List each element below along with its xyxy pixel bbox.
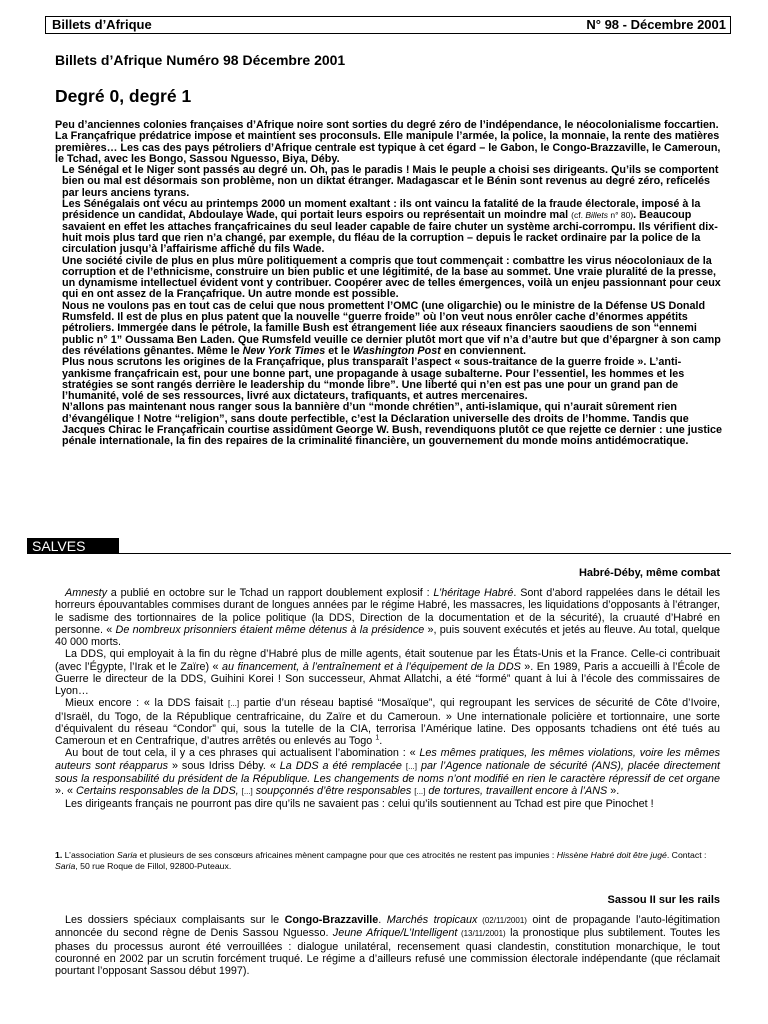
editorial-paragraph: Plus nous scrutons les origines de la Françafrique, plus transparaît l’aspect « sous-traitance de la guerre froide ». L’anti-yankisme françafricain est, pour une bonne part, une propagande à usage subalterne. Pour l’essentiel, les hommes et les stratégies se sont rangés derrière le leadership du “monde libre”. Une liberté qui n’en est pas une pour un grand pan de l’humanité, volé de ses ressources, livré aux dictateurs, trafiquants, et autres mercenaires. [62,356,685,403]
header-issue: N° 98 - Décembre 2001 [586,17,726,32]
section-body [55,914,720,977]
section-title: Sassou II sur les rails [607,894,720,906]
header-publication: Billets d’Afrique [52,17,152,32]
section-body [55,587,720,811]
editorial-paragraph: Une société civile de plus en plus mûre politiquement a compris que tout commençait : combattre les virus néocoloniaux de la corruption et de l’ethnicisme, construire un bien public et une légitimité, de la base au sommet. Une vraie pluralité de la presse, un dynamisme intellectuel évident vont y contribuer. Coopérer avec de telles émergences, voilà un enjeu passionnant pour ceux qui en ont assez de la Françafrique. Un autre monde est possible. [62,254,721,301]
body-paragraph: Les dossiers spéciaux complaisants sur le Congo-Brazzaville. Marchés tropicaux (02/11/2001) oint de propagande l’auto-légitimation annoncée du second règne de Denis Sassou Nguesso. Jeune Afrique/L’Intelligent (13/11/2001) la pronostique plus subtilement. Toutes les phases du processus auront été verrouillées : dialogue unilatéral, recensement quasi clandestin, constitution monarchique, le tout couronné en 2002 par un scrutin forcément truqué. Le régime a d’ailleurs refusé une commission électorale indépendante (que réclamait pourtant l’opposant Sassou début 1997). [55,914,721,977]
body-paragraph: Amnesty a publié en octobre sur le Tchad un rapport doublement explosif : L’héritage Habré. Sont d’abord rappelées dans le détail les horreurs épouvantables commises durant de longues années par le régime Habré, les massacres, les liquidations d’opposants à l’étranger, le sadisme des tortionnaires de la police politique (la DDS, Direction de la documentation et de la sécurité), la cruauté d’Habré en personne. « De nombreux prisonniers étaient même détenus à la présidence », puis souvent exécutés et jetés au fleuve. Au total, quelque 40 000 morts. [55,587,721,648]
section-divider [119,553,731,554]
body-paragraph: Mieux encore : « la DDS faisait [...] partie d’un réseau baptisé “Mosaïque”, qui regroupant les services de sécurité de Côte d’Ivoire, d’Israël, du Togo, de la République centrafricaine, du Zaïre et du Cameroun. » Une internationale policière et tortionnaire, une sorte d’équivalent du réseau “Condor” qui, sous la tutelle de la CIA, terrorisa l’Amérique latine. Des opposants tchadiens ont été tués au Cameroun et en Centrafrique, d’autres arrêtés ou enlevés au Togo $^1$. [55,697,720,747]
editorial-paragraph: Peu d’anciennes colonies françaises d’Afrique noire sont sorties du degré zéro de l’indépendance, le néocolonialisme foccartien. La Françafrique prédatrice impose et maintient ses proconsuls. Elle manipule l’armée, la police, la monnaie, la rente des matières premières… Les cas des pays pétroliers d’Afrique centrale est typique à cet égard – le Gabon, le Congo-Brazzaville, le Cameroun, le Tchad, avec les Bongo, Sassou Nguesso, Biya, Déby. [55,119,721,165]
issue-title: Billets d’Afrique Numéro 98 Décembre 2001 [55,52,346,68]
body-paragraph: Au bout de tout cela, il y a ces phrases qui actualisent l’abomination : « Les mêmes pratiques, les mêmes violations, voire les mêmes auteurs sont réapparus » sous Idriss Déby. « La DDS a été remplacée [...] par l’Agence nationale de sécurité (ANS), placée directement sous la responsabilité du président de la République. Les changements de noms n’ont modifié en rien le caractère répressif de cet organe ». « Certains responsables de la DDS, [...] soupçonnés d’être responsables [...] de tortures, travaillent encore à l’ANS ». [55,747,720,797]
footnote: 1. L’association Saria et plusieurs de ses consœurs africaines mènent campagne pour que ces atrocités ne restent pas impunies : Hissène Habré doit être jugé. Contact : Saria, 50 rue Roque de Fillol, 92800-Puteaux. [55,850,707,872]
editorial-paragraph: Nous ne voulons pas en tout cas de celui que nous promettent l’OMC (une oligarchie) ou le ministre de la Défense US Donald Rumsfeld. Il est de plus en plus patent que la nouvelle “guerre froide” où l’on veut nous enrôler cache d’énormes appétits pétroliers. Immergée dans le pétrole, la famille Bush est étrangement liée aux réseaux financiers saoudiens de son “ennemi public n° 1” Oussama Ben Laden. Que Rumsfeld veuille ce dernier plutôt mort que vif n’a d’autre but que d’épargner à son camp des révélations gênantes. Même le New York Times et le Washington Post en conviennent. [62,299,721,357]
editorial-paragraph: Les Sénégalais ont vécu au printemps 2000 un moment exaltant : ils ont vaincu la fatalité de la fraude électorale, imposé à la présidence un candidat, Abdoulaye Wade, qui portait leurs espoirs ou représentait un moindre mal (cf. Billets n° 80). Beaucoup savaient en effet les attaches françafricaines du seul leader capable de faire chuter un système archi-corrompu. Ils vérifient dix-huit mois plus tard que rien n’a changé, par exemple, du fléau de la corruption – depuis le racket ordinaire par la police de la circulation jusqu’à l’affairisme affiché du fils Wade. [62,198,718,256]
body-paragraph: La DDS, qui employait à la fin du règne d’Habré plus de mille agents, était soutenue par les États-Unis et la France. Celle-ci contribuait (avec l’Égypte, l’Irak et le Zaïre) « au financement, à l’entraînement et à l’équipement de la DDS ». En 1989, Paris a accueilli à l’École de Guerre le directeur de la DDS, Guihini Korei ! Son successeur, Ahmat Allatchi, a été “formé” quant à lui à l’école des commissaires de Lyon… [55,648,720,697]
editorial-paragraph: Le Sénégal et le Niger sont passés au degré un. Oh, pas le paradis ! Mais le peuple a choisi ses dirigeants. Qu’ils se comportent bien ou mal est désormais son problème, non un diktat étranger. Madagascar et le Bénin sont revenus au degré zéro, reficelés par leurs anciens tyrans. [62,164,719,199]
section-title: Habré-Déby, même combat [578,567,720,579]
running-header [45,16,731,34]
section-banner: SALVES [27,538,119,554]
article-title: Degré 0, degré 1 [55,86,192,106]
editorial [55,120,723,448]
body-paragraph: Les dirigeants français ne pourront pas dire qu’ils ne savaient pas : celui qu’ils soutiennent au Tchad est pire que Pinochet ! [65,798,654,811]
editorial-paragraph: N’allons pas maintenant nous ranger sous la bannière d’un “monde chrétien”, anti-islamique, qui n’aurait sûrement rien d’évangélique ! Notre “religion”, sans doute perfectible, c’est la Déclaration universelle des droits de l’homme. Tandis que Jacques Chirac le Françafricain courtise assidûment George W. Bush, revendiquons plutôt ce que rejette ce dernier : une justice pénale internationale, la fin des repaires de la criminalité financière, un gouvernement du monde moins antidémocratique. [62,401,722,448]
